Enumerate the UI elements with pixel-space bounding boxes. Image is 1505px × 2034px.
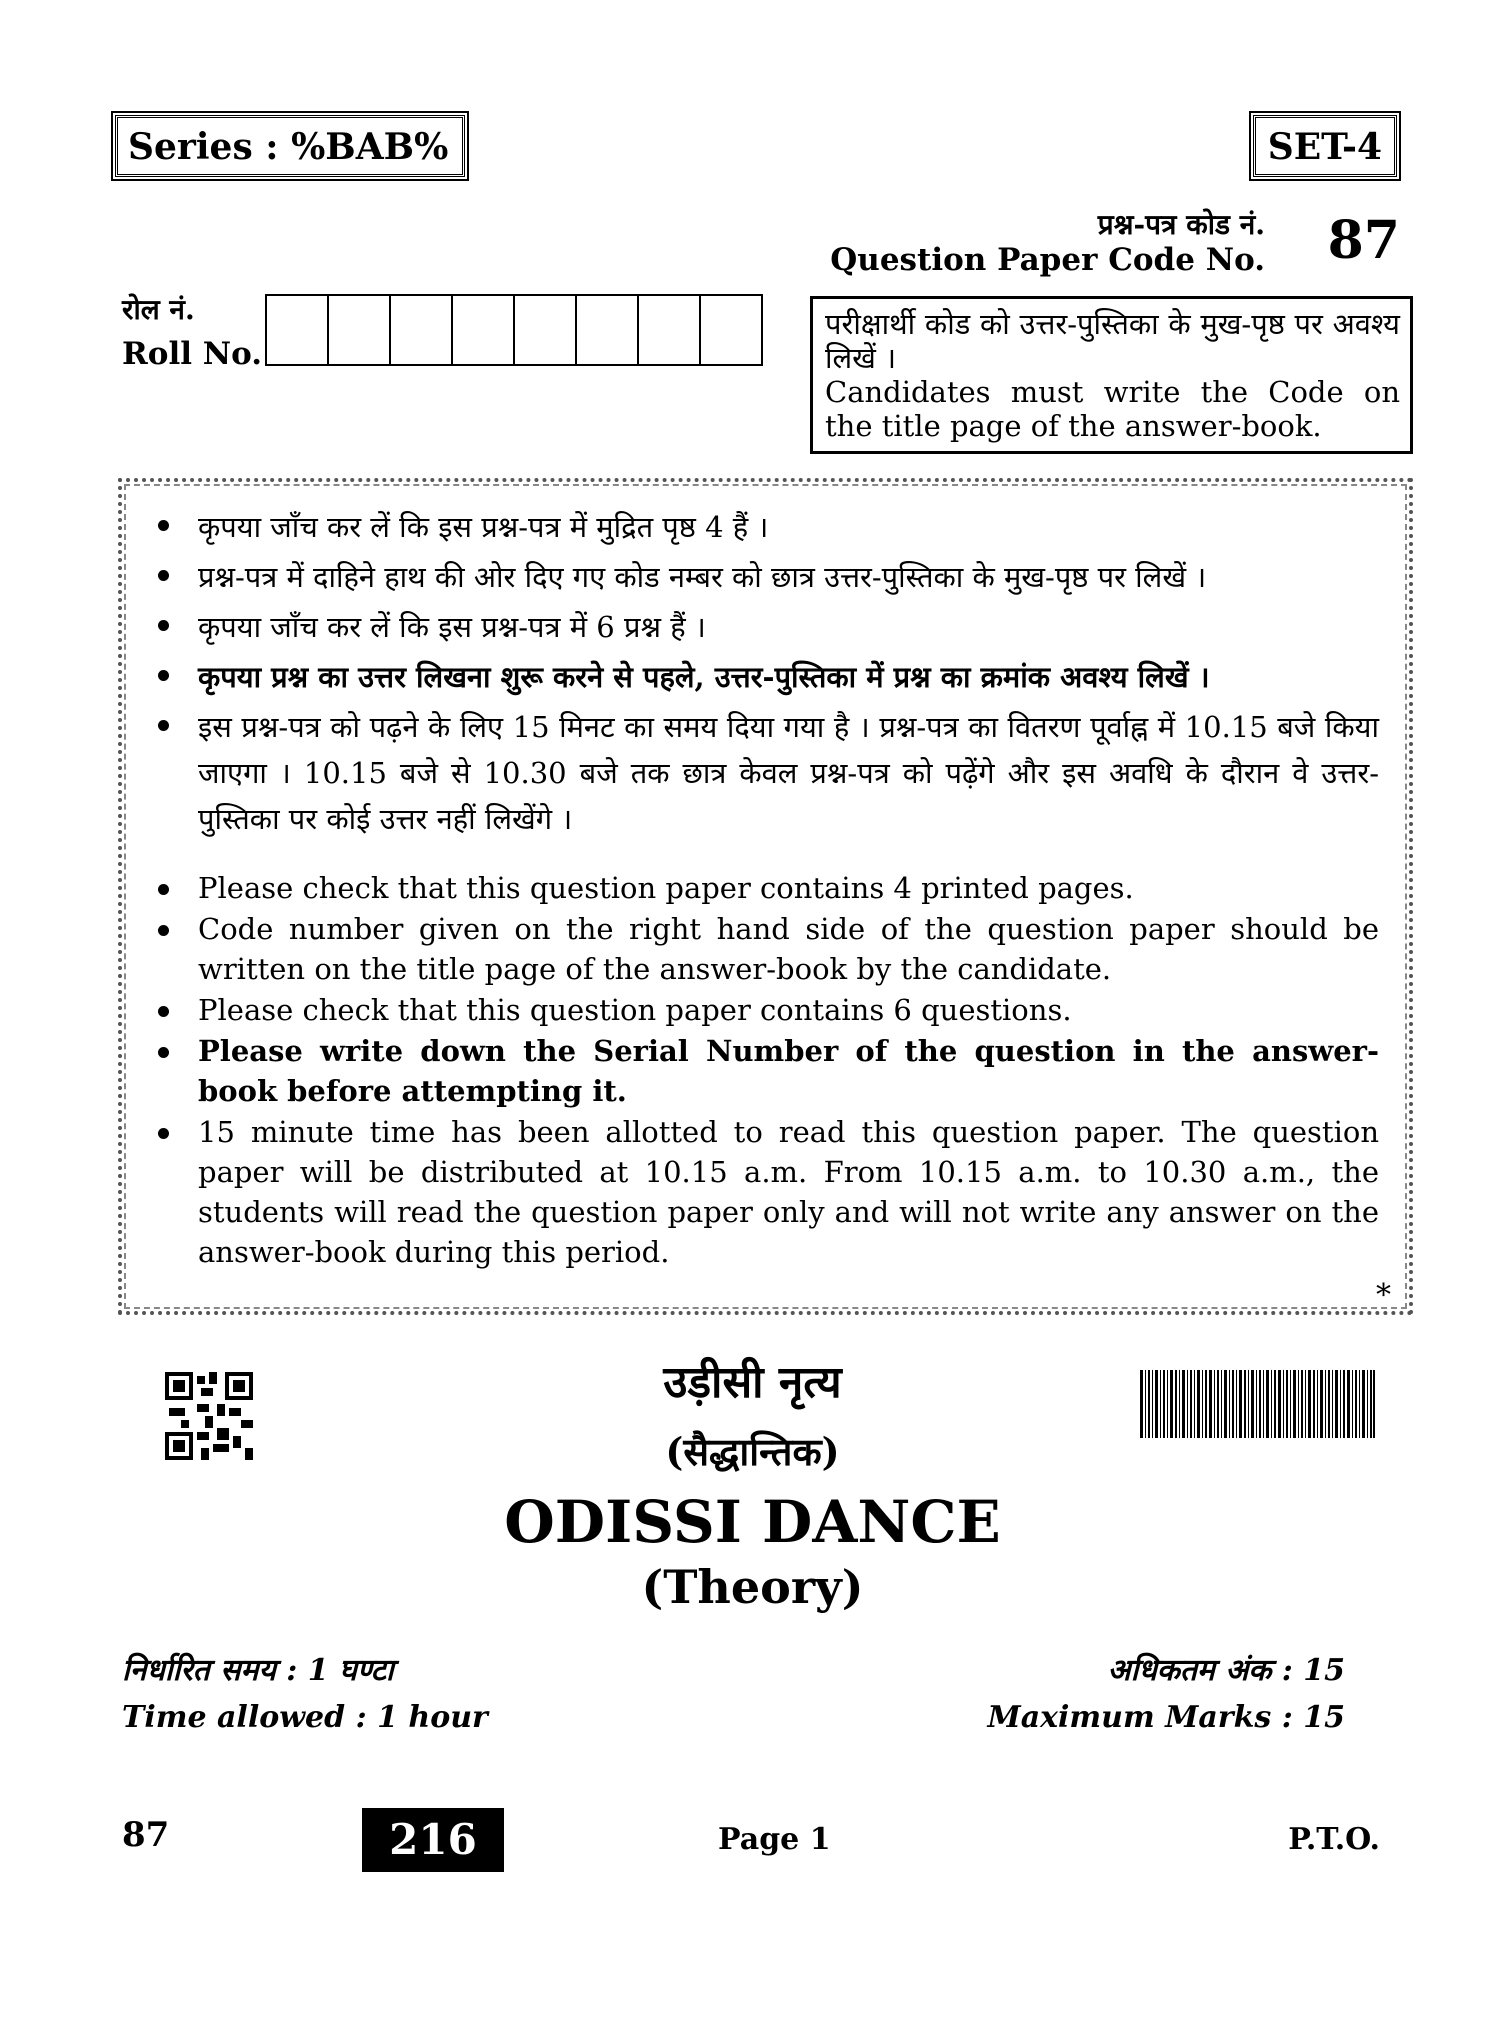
roll-number-box[interactable] [577, 296, 639, 364]
roll-number-boxes[interactable] [265, 294, 763, 366]
instruction-hindi-5: इस प्रश्न-पत्र को पढ़ने के लिए 15 मिनट का समय दिया गया है । प्रश्न-पत्र का वितरण पूर्वाह्न में 10.15 बजे किया जाएगा । 10.15 बजे से 10.30 बजे तक छात्र केवल प्रश्न-पत्र को पढ़ेंगे और इस अवधि के दौरान वे उत्तर-पुस्तिका पर कोई उत्तर नहीं लिखेंगे । [146, 704, 1379, 842]
subject-type-hindi: (सैद्धान्तिक) [665, 1429, 840, 1474]
roll-number-box[interactable] [329, 296, 391, 364]
instruction-english-3: Please check that this question paper contains 6 questions. [146, 990, 1379, 1030]
roll-number-box[interactable] [701, 296, 761, 364]
please-turn-over: P.T.O. [1288, 1822, 1380, 1857]
roll-number-box[interactable] [639, 296, 701, 364]
question-paper-code-label-hindi: प्रश्न-पत्र कोड नं. [1097, 208, 1265, 241]
instruction-hindi-4: कृपया प्रश्न का उत्तर लिखना शुरू करने से पहले, उत्तर-पुस्तिका में प्रश्न का क्रमांक अवश्य लिखें । [146, 654, 1379, 700]
set-label: SET-4 [1253, 115, 1397, 177]
maximum-marks: Maximum Marks : 15 [987, 1700, 1345, 1735]
instruction-hindi-3: कृपया जाँच कर लें कि इस प्रश्न-पत्र में 6 प्रश्न हैं । [146, 604, 1379, 650]
subject-title: ODISSI DANCE [504, 1488, 1001, 1556]
time-allowed-hindi: निर्धारित समय : 1 घण्टा [122, 1653, 394, 1688]
instruction-english-4: Please write down the Serial Number of the question in the answer-book before attempting it. [146, 1031, 1379, 1111]
maximum-marks-hindi: अधिकतम अंक : 15 [1107, 1653, 1345, 1688]
question-paper-code-label: Question Paper Code No. [830, 242, 1265, 278]
series-label: Series : %BAB% [115, 115, 465, 177]
instruction-hindi-2: प्रश्न-पत्र में दाहिने हाथ की ओर दिए गए कोड नम्बर को छात्र उत्तर-पुस्तिका के मुख-पृष्ठ पर लिखें । [146, 554, 1379, 600]
question-paper-code-number: 87 [1327, 210, 1400, 271]
roll-number-box[interactable] [267, 296, 329, 364]
footer-box-number: 216 [362, 1808, 504, 1872]
code-instruction-english: Candidates must write the Code on the title page of the answer-book. [825, 375, 1400, 443]
roll-number-box[interactable] [515, 296, 577, 364]
instruction-english-5: 15 minute time has been allotted to read this question paper. The question paper will be distributed at 10.15 a.m. From 10.15 a.m. to 10.30 a.m., the students will read the question paper only and will not write any answer on the answer-book during this period. [146, 1112, 1379, 1272]
roll-number-box[interactable] [453, 296, 515, 364]
end-mark: * [1376, 1278, 1391, 1313]
instructions-box [118, 478, 1413, 1315]
time-allowed: Time allowed : 1 hour [122, 1700, 488, 1735]
code-instruction-hindi: परीक्षार्थी कोड को उत्तर-पुस्तिका के मुख-पृष्ठ पर अवश्य लिखें । [825, 307, 1400, 375]
footer-code: 87 [122, 1815, 170, 1855]
roll-number-label-hindi: रोल नं. [122, 293, 195, 326]
page-number: Page 1 [718, 1822, 831, 1857]
instruction-english-1: Please check that this question paper contains 4 printed pages. [146, 868, 1379, 908]
instruction-hindi-1: कृपया जाँच कर लें कि इस प्रश्न-पत्र में मुद्रित पृष्ठ 4 हैं । [146, 504, 1379, 550]
subject-type: (Theory) [641, 1560, 864, 1614]
subject-title-hindi: उड़ीसी नृत्य [663, 1357, 842, 1408]
instruction-english-2: Code number given on the right hand side of the question paper should be written on the title page of the answer-book by the candidate. [146, 909, 1379, 989]
code-instruction-box [810, 296, 1413, 454]
roll-number-label: Roll No. [122, 336, 263, 372]
roll-number-box[interactable] [391, 296, 453, 364]
